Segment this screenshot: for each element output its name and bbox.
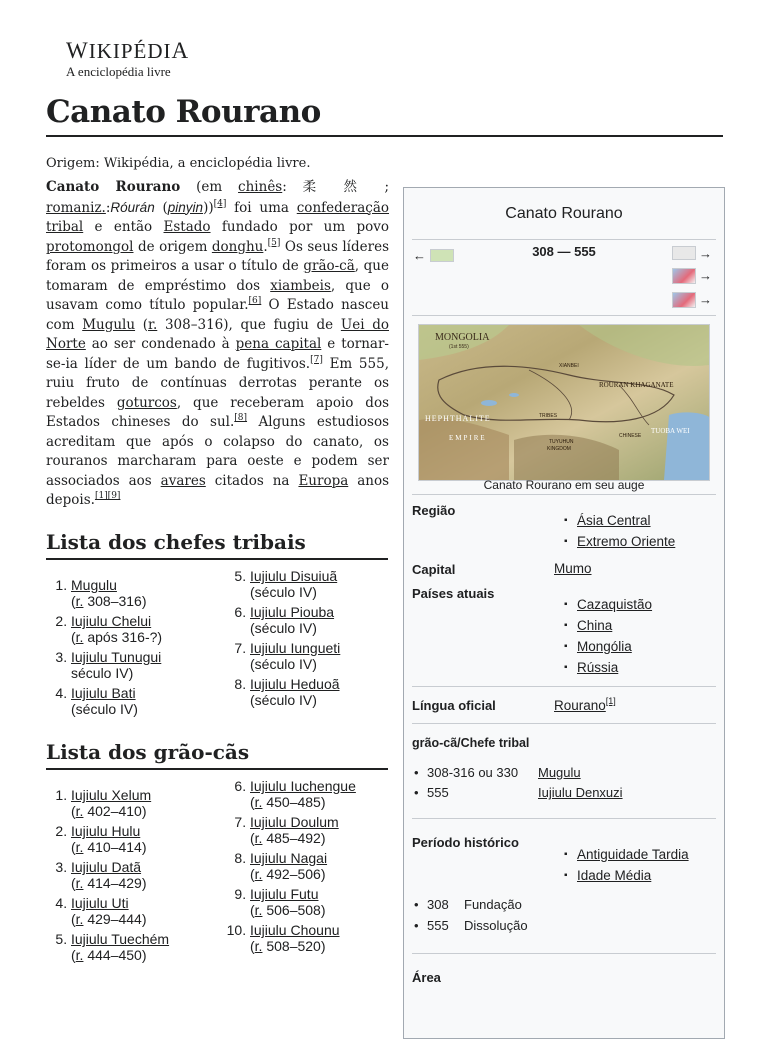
reinado-link[interactable]: r. <box>75 593 84 609</box>
regiao-link[interactable]: Extremo Oriente <box>577 534 676 549</box>
ref-8[interactable]: [8] <box>234 413 248 423</box>
infobox: Canato Rourano ← 308 — 555 → → → MONGOLIA (1st 555) HEPHTHALITE EMPIRE ROURAN KHAGANATE TUOBA WEI XIANBEI TRIBES TUYUHUN KINGDOM CHINESE Canato Rourano em seu auge Região ▪ Ásia Central ▪ Extremo Oriente Capital Mumo Países atuais ▪ Cazaquistão ▪ China ▪ Mongólia ▪ Rússia Língua oficial Rourano[1] grão-cã/Chefe tribal • 308-316 ou 330 Mugulu • 555 Iujiulu Denxuzi Período histórico ▪ Antiguidade Tardia ▪ Idade Média • 308 Fundação • 555 Dissolução Área <box>403 187 725 1039</box>
section-heading-grao-cas: Lista dos grão-cãs <box>46 740 388 770</box>
infobox-years: 308 — 555 <box>532 244 596 259</box>
lead-bold-title: Canato Rourano <box>46 179 181 195</box>
map-label-tuyuhun: TUYUHUN <box>549 439 574 445</box>
list-item <box>564 868 689 884</box>
link-estado[interactable]: Estado <box>163 219 211 235</box>
link-romanizacao[interactable]: romaniz. <box>46 199 106 216</box>
regiao-label: Região <box>412 503 456 518</box>
map-label-xianbei: XIANBEI <box>559 363 579 369</box>
area-label: Área <box>412 970 441 985</box>
chefe-link[interactable]: Iujiulu Denxuzi <box>538 785 623 800</box>
link-uei-do-norte[interactable]: Uei do Norte <box>46 316 389 352</box>
grao-ca-link[interactable]: Iujiulu Hulu <box>71 823 141 839</box>
grao-ca-link[interactable]: Iujiulu Xelum <box>71 787 152 803</box>
list-item: 2. Iujiulu Chelui (r. após 316-?) <box>71 613 236 645</box>
list-item: 10. Iujiulu Chounu (r. 508–520) <box>250 922 425 954</box>
infobox-divider <box>412 818 716 819</box>
link-goturcos[interactable]: goturcos <box>116 394 177 411</box>
list-item <box>564 639 652 655</box>
grao-ca-link[interactable]: Iujiulu Uti <box>71 895 129 911</box>
list-item: 1. Mugulu (r. 308–316) <box>71 577 236 609</box>
list-item: 6. Iujiulu Iuchengue (r. 450–485) <box>250 778 425 810</box>
successor-arrow-icon[interactable]: → <box>699 268 712 283</box>
ref-1[interactable]: [1] <box>605 696 616 706</box>
reinado-link[interactable]: r. <box>254 866 263 882</box>
regiao-list <box>564 513 675 555</box>
grao-ca-link[interactable]: Iujiulu Nagai <box>250 850 328 866</box>
paises-list <box>564 597 652 681</box>
chefes-list-col1 <box>46 577 236 721</box>
link-confederacao-tribal[interactable]: confederação tribal <box>46 199 389 235</box>
reinado-link[interactable]: r. <box>75 629 84 645</box>
list-item <box>564 847 689 863</box>
map-label-mongolia: MONGOLIA <box>435 332 490 343</box>
reinado-link[interactable]: r. <box>254 938 263 954</box>
reinado-link[interactable]: r. <box>254 902 263 918</box>
lead-paragraph: Canato Rourano (em chinês: 柔 然 ; romaniz.:Róurán (pinyin))[4] foi uma confederação tribal e então Estado fundado por um povo protomongol de origem donghu.[5] Os seus líderes foram os primeiros a usar o título de grão-cã, que tomaram de empréstimo dos xiambeis, que o usavam como título popular.[6] O Estado nasceu com Mugulu (r. 308–316), que fugiu de Uei do Norte ao ser condenado à pena capital e tornar-se-ia líder de um bando de fugitivos.[7] Em 555, ruiu fruto de contínuas derrotas perante os rebeldes goturcos, que receberam apoio dos Estados chineses do sul.[8] Alguns estudiosos acreditam que após o colapso do canato, os rouranos marcharam para oeste e podem ser associados aos avares citados na Europa anos depois.[1][9] <box>46 179 390 508</box>
lingua-value <box>554 698 616 713</box>
link-chines[interactable]: chinês <box>238 179 283 195</box>
chefe-link[interactable]: Mugulu <box>538 765 581 780</box>
chefe-link[interactable]: Iujiulu Disuiuã <box>250 568 338 584</box>
pais-link[interactable]: Mongólia <box>577 639 632 654</box>
ref-1-9[interactable]: [1][9] <box>94 491 121 501</box>
link-grao-ca[interactable]: grão-cã <box>303 258 355 274</box>
grao-ca-link[interactable]: Iujiulu Futu <box>250 886 319 902</box>
grao-ca-link[interactable]: Iujiulu Datã <box>71 859 142 875</box>
list-item: 7. Iujiulu Doulum (r. 485–492) <box>250 814 425 846</box>
link-pena-capital[interactable]: pena capital <box>235 336 322 352</box>
paises-label: Países atuais <box>412 586 495 601</box>
periodo-label: Período histórico <box>412 835 519 850</box>
ref-6[interactable]: [6] <box>248 296 262 306</box>
map-label-chinese: CHINESE <box>619 433 642 439</box>
grao-ca-link[interactable]: Iujiulu Iuchengue <box>250 778 356 794</box>
ref-5[interactable]: [5] <box>267 237 281 248</box>
list-item: 4. Iujiulu Bati (século IV) <box>71 685 236 717</box>
infobox-divider <box>412 686 716 687</box>
periodo-list <box>564 847 689 889</box>
list-item: 4. Iujiulu Uti (r. 429–444) <box>71 895 236 927</box>
link-europa[interactable]: Europa <box>298 472 349 489</box>
infobox-title: Canato Rourano <box>505 205 623 222</box>
list-item: 2. Iujiulu Hulu (r. 410–414) <box>71 823 236 855</box>
infobox-divider <box>412 723 716 724</box>
successor-arrow-icon[interactable]: → <box>699 292 712 307</box>
rouran-map[interactable] <box>418 324 710 481</box>
link-avares[interactable]: avares <box>160 472 206 489</box>
rouran-romanized: Róurán <box>110 199 155 215</box>
wikipedia-logo[interactable] <box>66 40 189 80</box>
chefe-link[interactable]: Mugulu <box>71 577 117 593</box>
grao-ca-link[interactable]: Iujiulu Chounu <box>250 922 340 938</box>
grao-cas-list-col1 <box>46 787 236 967</box>
link-xiambeis[interactable]: xiambeis <box>270 277 331 294</box>
infobox-divider <box>412 953 716 954</box>
map-label-empire: EMPIRE <box>449 434 487 442</box>
successor-flag-icon[interactable] <box>672 268 696 284</box>
logo-tagline: A enciclopédia livre <box>66 64 171 79</box>
predecessor-arrow-icon[interactable]: ← <box>413 248 426 263</box>
chefe-link[interactable]: Iujiulu Bati <box>71 685 136 701</box>
link-protomongol[interactable]: protomongol <box>46 238 134 255</box>
capital-link[interactable]: Mumo <box>554 561 592 576</box>
list-item: 8. Iujiulu Heduoã (século IV) <box>250 676 415 708</box>
list-item: 7. Iujiulu Iungueti (século IV) <box>250 640 415 672</box>
successor-arrow-icon[interactable]: → <box>699 246 712 261</box>
chefe-link[interactable]: Iujiulu Tunugui <box>71 649 162 665</box>
page-title: Canato Rourano <box>46 94 321 130</box>
reinado-link[interactable]: r. <box>254 794 263 810</box>
chefe-link[interactable]: Iujiulu Piouba <box>250 604 335 620</box>
lingua-label: Língua oficial <box>412 698 496 713</box>
list-item <box>564 660 652 676</box>
chefe-link[interactable]: Iujiulu Chelui <box>71 613 152 629</box>
reinado-link[interactable]: r. <box>75 911 84 927</box>
map-label-tribes: TRIBES <box>539 413 558 419</box>
reinado-link[interactable]: r. <box>75 803 84 819</box>
list-item: 8. Iujiulu Nagai (r. 492–506) <box>250 850 425 882</box>
link-reinado[interactable]: r. <box>148 316 158 333</box>
chefe-link[interactable]: Iujiulu Iungueti <box>250 640 341 656</box>
list-item <box>564 534 675 550</box>
map-label-hephthalite: HEPHTHALITE <box>425 414 491 423</box>
list-item: 3. Iujiulu Datã (r. 414–429) <box>71 859 236 891</box>
regiao-link[interactable]: Ásia Central <box>577 513 651 528</box>
map-label-tuoba: TUOBA WEI <box>651 427 690 435</box>
reinado-link[interactable]: r. <box>75 875 84 891</box>
pais-link[interactable]: Cazaquistão <box>577 597 653 612</box>
list-item: 1. Iujiulu Xelum (r. 402–410) <box>71 787 236 819</box>
chefe-label: grão-cã/Chefe tribal <box>412 736 530 750</box>
grao-cas-list-col2 <box>225 778 425 958</box>
reinado-link[interactable]: r. <box>75 839 84 855</box>
title-divider <box>46 135 723 137</box>
map-graphic <box>419 325 709 480</box>
successor-flag-icon[interactable] <box>672 246 696 260</box>
list-item: 9. Iujiulu Futu (r. 506–508) <box>250 886 425 918</box>
list-item: 5. Iujiulu Tuechém (r. 444–450) <box>71 931 236 963</box>
grao-ca-link[interactable]: Iujiulu Tuechém <box>71 931 170 947</box>
pais-link[interactable]: Rússia <box>577 660 619 675</box>
list-item: 6. Iujiulu Piouba (século IV) <box>250 604 415 636</box>
link-donghu[interactable]: donghu <box>211 238 264 255</box>
grao-ca-link[interactable]: Iujiulu Doulum <box>250 814 339 830</box>
infobox-divider <box>412 315 716 316</box>
map-label-rouran: ROURAN KHAGANATE <box>599 381 674 389</box>
list-item <box>564 513 675 529</box>
ref-4[interactable]: [4] <box>213 198 227 209</box>
origin-note: Origem: Wikipédia, a enciclopédia livre. <box>46 156 311 171</box>
periodo-link[interactable]: Antiguidade Tardia <box>577 847 689 862</box>
map-label-mongolia-sub: (1st 555) <box>449 344 469 350</box>
link-mugulu[interactable]: Mugulu <box>82 316 136 333</box>
reinado-link[interactable]: r. <box>254 830 263 846</box>
map-label-kingdom: KINGDOM <box>547 446 571 452</box>
capital-label: Capital <box>412 562 456 577</box>
infobox-divider <box>412 239 716 240</box>
infobox-divider <box>412 494 716 495</box>
chefes-list-col2 <box>225 568 415 712</box>
reinado-link[interactable]: r. <box>75 947 84 963</box>
ref-7[interactable]: [7] <box>310 354 323 365</box>
successor-flag-icon[interactable] <box>672 292 696 308</box>
logo-wordmark: WIKIPÉDIA <box>66 38 190 63</box>
list-item <box>564 597 652 613</box>
link-pinyin[interactable]: pinyin <box>167 199 204 215</box>
chefe-link[interactable]: Iujiulu Heduoã <box>250 676 340 692</box>
list-item: 5. Iujiulu Disuiuã (século IV) <box>250 568 415 600</box>
lingua-link[interactable]: Rourano <box>554 698 606 713</box>
list-item: 3. Iujiulu Tunugui século IV) <box>71 649 236 681</box>
periodo-link[interactable]: Idade Média <box>577 868 652 883</box>
section-heading-chefes: Lista dos chefes tribais <box>46 530 388 560</box>
map-caption: Canato Rourano em seu auge <box>483 478 645 492</box>
list-item <box>564 618 652 634</box>
pais-link[interactable]: China <box>577 618 613 633</box>
